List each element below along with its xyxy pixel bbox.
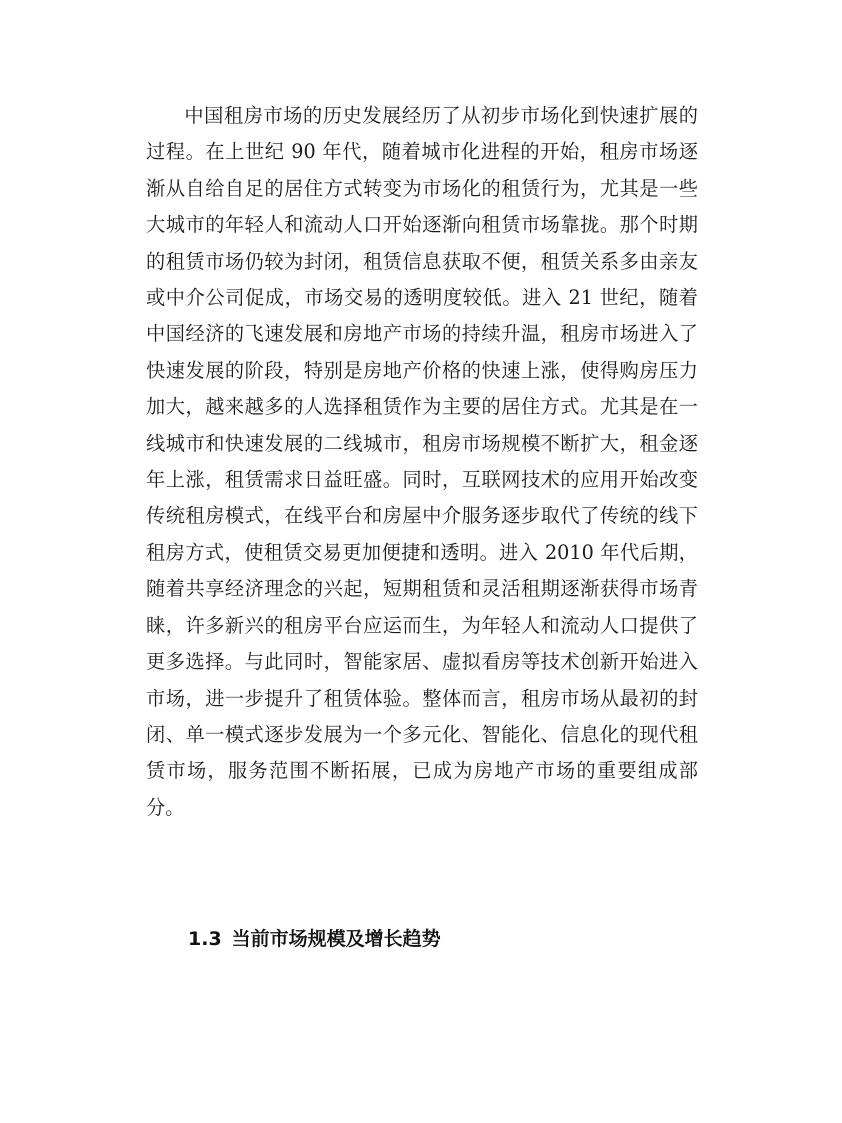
section-number: 1.3 — [188, 928, 222, 950]
section-heading — [188, 924, 441, 954]
body-paragraph: 中国租房市场的历史发展经历了从初步市场化到快速扩展的过程。在上世纪 90 年代，随着城市化进程的开始，租房市场逐渐从自给自足的居住方式转变为市场化的租赁行为，尤其是一些大城市的年轻人和流动人口开始逐渐向租赁市场靠拢。那个时期的租赁市场仍较为封闭，租赁信息获取不便，租赁关系多由亲友或中介公司促成，市场交易的透明度较低。进入 21 世纪，随着中国经济的飞速发展和房地产市场的持续升温，租房市场进入了快速发展的阶段，特别是房地产价格的快速上涨，使得购房压力加大，越来越多的人选择租赁作为主要的居住方式。尤其是在一线城市和快速发展的二线城市，租房市场规模不断扩大，租金逐年上涨，租赁需求日益旺盛。同时，互联网技术的应用开始改变传统租房模式，在线平台和房屋中介服务逐步取代了传统的线下租房方式，使租赁交易更加便捷和透明。进入 2010 年代后期，随着共享经济理念的兴起，短期租赁和灵活租期逐渐获得市场青睐，许多新兴的租房平台应运而生，为年轻人和流动人口提供了更多选择。与此同时，智能家居、虚拟看房等技术创新开始进入市场，进一步提升了租赁体验。整体而言，租房市场从最初的封闭、单一模式逐步发展为一个多元化、智能化、信息化的现代租赁市场，服务范围不断拓展，已成为房地产市场的重要组成部分。 — [146, 104, 698, 819]
section-title: 当前市场规模及增长趋势 — [231, 928, 441, 950]
